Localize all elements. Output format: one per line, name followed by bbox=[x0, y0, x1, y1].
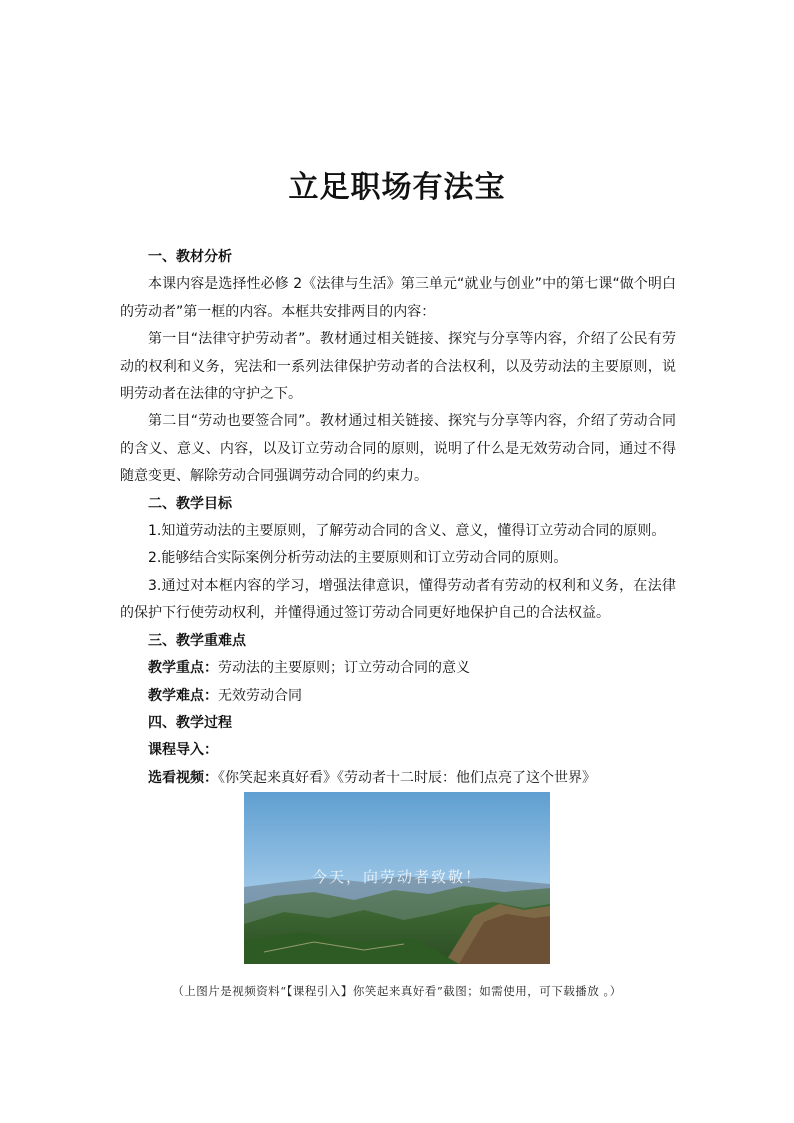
key-point-text: 劳动法的主要原则；订立劳动合同的意义 bbox=[218, 660, 470, 677]
goal-3: 3.通过对本框内容的学习，增强法律意识，懂得劳动者有劳动的权利和义务，在法律的保护下行使劳动权利，并懂得通过签订劳动合同更好地保护自己的合法权益。 bbox=[120, 577, 676, 622]
difficult-point-text: 无效劳动合同 bbox=[218, 687, 302, 704]
difficult-point bbox=[120, 683, 676, 710]
course-intro bbox=[120, 737, 676, 764]
goal-1: 1.知道劳动法的主要原则，了解劳动合同的含义、意义，懂得订立劳动合同的原则。 bbox=[148, 523, 666, 540]
section-heading-4: 四、教学过程 bbox=[148, 714, 232, 731]
paragraph-2: 第一目“法律守护劳动者”。教材通过相关链接、探究与分享等内容，介绍了公民有劳动的权利和义务，宪法和一系列法律保护劳动者的合法权利，以及劳动法的主要原则，说明劳动者在法律的守护之下。 bbox=[120, 331, 676, 403]
paragraph-3: 第二目“劳动也要签合同”。教材通过相关链接、探究与分享等内容，介绍了劳动合同的含义、意义、内容，以及订立劳动合同的原则，说明了什么是无效劳动合同，通过不得随意变更、解除劳动合同强调劳动合同的约束力。 bbox=[120, 413, 676, 485]
page-title: 立足职场有法宝 bbox=[288, 170, 506, 205]
goal-2: 2.能够结合实际案例分析劳动法的主要原则和订立劳动合同的原则。 bbox=[148, 550, 568, 567]
image-overlay-text: 今天，向劳动者致敬！ bbox=[311, 868, 483, 886]
course-intro-label: 课程导入： bbox=[148, 742, 218, 759]
difficult-point-label: 教学难点： bbox=[148, 687, 218, 704]
section-heading-2: 二、教学目标 bbox=[148, 495, 232, 512]
document-body bbox=[120, 244, 676, 792]
section-heading-1: 一、教材分析 bbox=[148, 249, 232, 265]
section-heading-3: 三、教学重难点 bbox=[148, 632, 246, 649]
video-selection-label: 选看视频： bbox=[148, 769, 218, 786]
video-screenshot-image bbox=[244, 792, 550, 964]
key-point-label: 教学重点： bbox=[148, 660, 218, 677]
video-selection bbox=[120, 765, 676, 792]
video-selection-text: 《你笑起来真好看》《劳动者十二时辰：他们点亮了这个世界》 bbox=[218, 769, 596, 786]
image-caption: （上图片是视频资料“【课程引入】你笑起来真好看”截图；如需使用，可下载播放 。） bbox=[172, 984, 622, 998]
paragraph-1: 本课内容是选择性必修 2《法律与生活》第三单元“就业与创业”中的第七课“做个明白的劳动者”第一框的内容。本框共安排两目的内容： bbox=[120, 276, 676, 320]
key-point bbox=[120, 655, 676, 682]
